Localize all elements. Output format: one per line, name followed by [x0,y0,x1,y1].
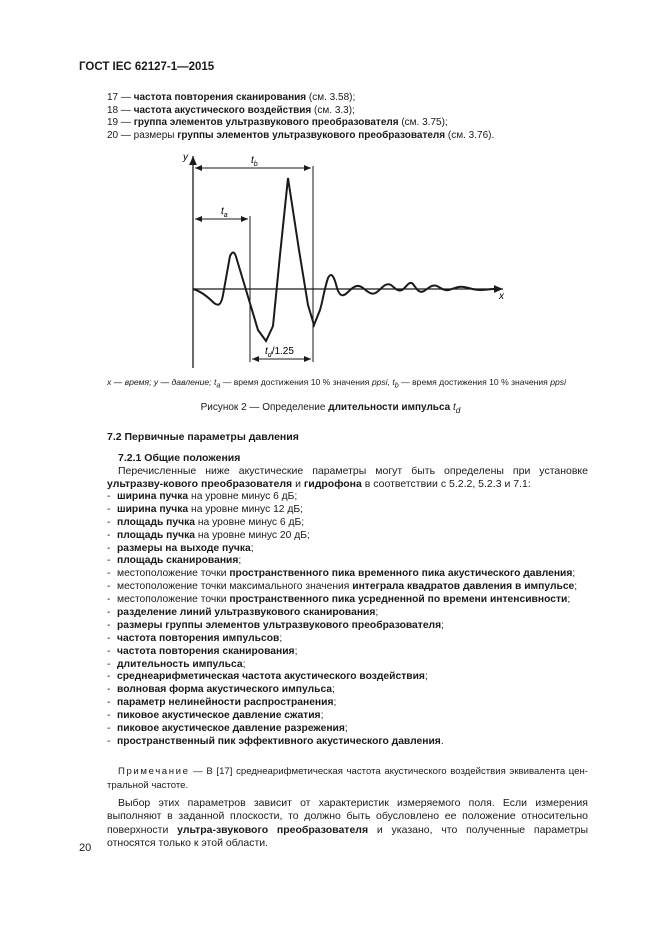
list-item: - пиковое акустическое давление разрежения; [107,723,348,735]
list-item: - ширина пучка на уровне минус 6 дБ; [107,491,298,502]
figure-legend-text: x — время; y — давление; $t_a$ — время достижения 10 % значения ppsi, $t_b$ — время достижения 10 % значения ppsi [107,377,566,390]
list-item: - ширина пучка на уровне минус 12 дБ; [107,503,304,515]
list-item: - длительность импульса; [107,658,246,670]
list-item: - волновая форма акустического импульса; [107,684,335,696]
list-item: - среднеарифметическая частота акустического воздействия; [107,671,428,683]
list-item: - размеры группы элементов ультразвукового преобразователя; [107,619,444,631]
list-item: - местоположение точки пространственного пика усредненной по времени интенсивности; [107,594,571,606]
x-axis-label: x [499,291,504,302]
y-axis-label: y [183,152,188,163]
note-paragraph: Примечание — В [17] среднеарифметическая частота акустического воздействия эквивалента цен-тральной частоте. [107,766,588,791]
legend-item-20: 20 — размеры группы элементов ультразвукового преобразователя (см. 3.76). [107,130,495,141]
list-item: - параметр нелинейности распространения; [107,697,337,709]
closing-paragraph: Выбор этих параметров зависит от характеристик измеряемого поля. Если измерения выполняют в заданной плоскости, то должно быть обусловлено ее положение относительно поверхности ультра-звукового преобразователя и указано, что полученные параметры относятся только к этой области. [107,797,588,849]
document-header: ГОСТ IEC 62127-1—2015 [79,61,215,73]
list-item: - площадь пучка на уровне минус 6 дБ; [107,516,305,528]
list-item: - частота повторения сканирования; [107,645,298,657]
td-label: $t_d/1.25$ [265,346,294,359]
legend-item-19: 19 — группа элементов ультразвукового преобразователя (см. 3.75); [107,117,448,128]
list-item: - местоположение точки пространственного пика временного пика акустического давления; [107,568,576,580]
pulse-waveform [193,178,494,341]
list-item: - разделение линий ультразвукового сканирования; [107,607,379,619]
parameters-list [107,491,577,749]
figure-caption: Рисунок 2 — Определение длительности импульса $t_d$ [200,402,461,415]
legend-item-18: 18 — частота акустического воздействия (см. 3.3); [107,105,355,116]
pulse-duration-figure [178,148,518,373]
intro-paragraph: Перечисленные ниже акустические параметры могут быть определены при установке ультразву-кового преобразователя и гидрофона в соответствии с 5.2.2, 5.2.3 и 7.1: [107,465,588,491]
ta-label: $t_a$ [221,206,228,219]
list-item: - размеры на выходе пучка; [107,542,254,554]
tb-label: $t_b$ [251,155,258,168]
list-item: - пространственный пик эффективного акустического давления. [107,735,444,747]
list-item: - площадь пучка на уровне минус 20 дБ; [107,529,310,541]
legend-item-17: 17 — частота повторения сканирования (см. 3.58); [107,92,356,103]
page-number: 20 [79,842,92,854]
list-item: - площадь сканирования; [107,555,242,567]
section-heading: 7.2 Первичные параметры давления [107,431,299,443]
subsection-heading: 7.2.1 Общие положения [118,452,241,464]
list-item: - местоположение точки максимального значения интеграла квадратов давления в импульсе; [107,581,578,593]
list-item: - пиковое акустическое давление сжатия; [107,710,324,722]
list-item: - частота повторения импульсов; [107,632,283,644]
